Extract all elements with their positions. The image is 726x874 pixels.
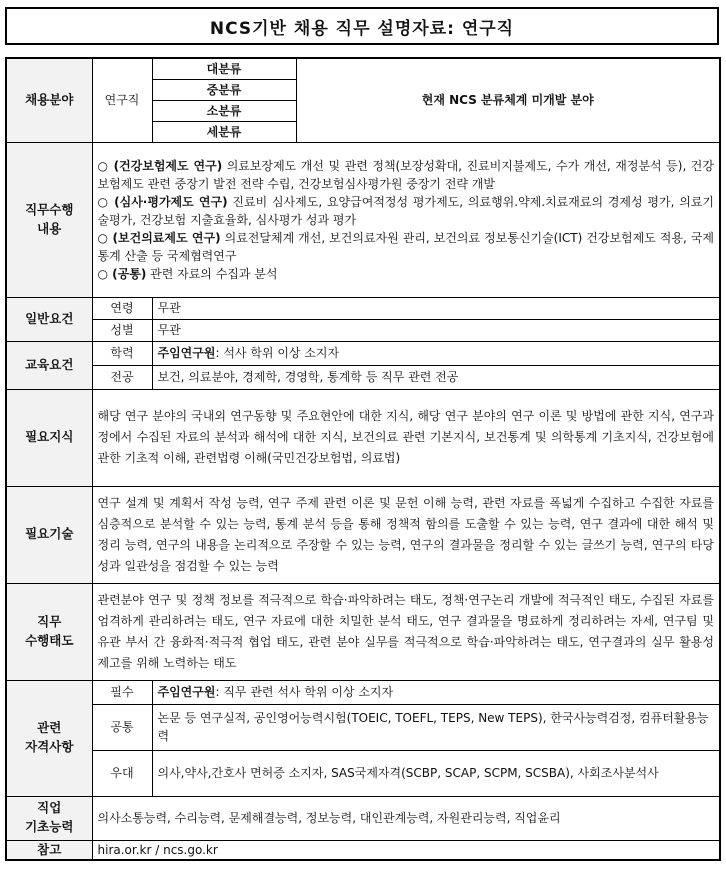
education-label: 전공 — [92, 365, 152, 389]
attitude-text: 관련분야 연구 및 정책 정보를 적극적으로 학습·파악하려는 태도, 정책·연구논리 개발에 적극적인 태도, 수집된 자료를 엄격하게 관리하려는 태도, 연구 자료에 대한 치밀한 분석 태도, 연구 결과물을 명료하게 정리하려는 자세, 연구팀 및 유관 부서 간 융화적·적극적 협업 태도, 관련 분야 실무를 적극적으로 학습·파악하려는 태도, 연구결과의 실무 활용성 제고를 위해 노력하는 태도 — [92, 583, 720, 680]
cert-bold: 주임연구원 — [157, 685, 216, 699]
skills-header: 필요기술 — [6, 486, 92, 583]
level-major: 대분류 — [152, 58, 296, 79]
education-header: 교육요건 — [6, 341, 92, 389]
cert-label: 공통 — [92, 704, 152, 750]
field-value: 현재 NCS 분류체계 미개발 분야 — [296, 58, 720, 142]
attitude-header: 직무 수행태도 — [6, 583, 92, 680]
cert-value — [152, 680, 720, 704]
field-header: 채용분야 — [6, 58, 92, 142]
job-description-table — [5, 57, 721, 861]
level-detail: 세분류 — [152, 121, 296, 142]
education-value — [152, 341, 720, 365]
skills-text: 연구 설계 및 계획서 작성 능력, 연구 주제 관련 이론 및 문헌 이해 능력, 관련 자료를 폭넓게 수집하고 수집한 자료를 심층적으로 분석할 수 있는 능력, 통계 분석 등을 통해 정책적 함의를 도출할 수 있는 능력, 연구 결과에 대한 해석 및 정리 능력, 연구의 내용을 논리적으로 주장할 수 있는 능력, 연구의 결과물을 정리할 수 있는 글쓰기 능력, 연구의 타당성과 일관성을 점검할 수 있는 능력 — [92, 486, 720, 583]
general-value: 무관 — [152, 297, 720, 319]
duty-text: 의료전달체계 개선, 보건의료자원 관리, 보건의료 정보통신기술(ICT) 건강보험제도 적용, 국제통계 산출 등 국제협력연구 — [97, 230, 714, 263]
cert-value: 논문 등 연구실적, 공인영어능력시험(TOEIC, TOEFL, TEPS, New TEPS), 한국사능력검정, 컴퓨터활용능력 — [152, 704, 720, 750]
level-minor: 소분류 — [152, 100, 296, 121]
education-value: 보건, 의료분야, 경제학, 경영학, 통계학 등 직무 관련 전공 — [152, 365, 720, 389]
duty-item — [98, 265, 715, 283]
duty-tag: ○ (보건의료제도 연구) — [97, 230, 221, 245]
level-middle: 중분류 — [152, 79, 296, 100]
duties-content — [92, 142, 720, 297]
duty-text: 관련 자료의 수집과 분석 — [146, 266, 278, 281]
general-label: 연령 — [92, 297, 152, 319]
general-label: 성별 — [92, 319, 152, 341]
duty-text: 진료비 심사제도, 요양급여적정성 평가제도, 의료행위.약제.치료재료의 경제성 평가, 의료기술평가, 건강보험 지출효율화, 심사평가 성과 평가 — [97, 194, 715, 227]
knowledge-header: 필요지식 — [6, 389, 92, 486]
basic-text: 의사소통능력, 수리능력, 문제해결능력, 정보능력, 대인관계능력, 자원관리능력, 직업윤리 — [92, 796, 720, 840]
document-title: NCS기반 채용 직무 설명자료: 연구직 — [5, 7, 719, 45]
duty-tag: ○ (공통) — [97, 266, 147, 281]
cert-text: : 직무 관련 석사 학위 이상 소지자 — [215, 685, 394, 699]
basic-header: 직업 기초능력 — [6, 796, 92, 840]
knowledge-text: 해당 연구 분야의 국내외 연구동향 및 주요현안에 대한 지식, 해당 연구 분야의 연구 이론 및 방법에 관한 지식, 연구과정에서 수집된 자료의 분석과 해석에 대한 지식, 보건의료 관련 기본지식, 보건통계 및 의학통계 기초지식, 건강보험에 관한 기초적 이해, 관련법령 이해(국민건강보험법, 의료법) — [92, 389, 720, 486]
ref-header: 참고 — [6, 840, 92, 860]
cert-label: 우대 — [92, 750, 152, 796]
certs-header: 관련 자격사항 — [6, 680, 92, 796]
education-text: : 석사 학위 이상 소지자 — [215, 346, 340, 360]
general-header: 일반요건 — [6, 297, 92, 341]
duty-item — [98, 229, 715, 265]
education-bold: 주임연구원 — [157, 346, 216, 360]
duty-tag: ○ (심사·평가제도 연구) — [97, 194, 228, 209]
cert-value: 의사,약사,간호사 면허증 소지자, SAS국제자격(SCBP, SCAP, SCPM, SCSBA), 사회조사분석사 — [152, 750, 720, 796]
education-label: 학력 — [92, 341, 152, 365]
cert-label: 필수 — [92, 680, 152, 704]
duty-text: 의료보장제도 개선 및 관련 정책(보장성확대, 진료비지불제도, 수가 개선, 재정분석 등), 건강보험제도 관련 중장기 발전 전략 수립, 건강보험심사평가원 중장기 전략 개발 — [97, 158, 714, 191]
general-value: 무관 — [152, 319, 720, 341]
duty-tag: ○ (건강보험제도 연구) — [97, 158, 223, 173]
duty-item — [98, 193, 715, 229]
duty-item — [98, 157, 715, 193]
ref-text: hira.or.kr / ncs.go.kr — [92, 840, 720, 860]
duties-header: 직무수행 내용 — [6, 142, 92, 297]
field-name: 연구직 — [92, 58, 152, 142]
